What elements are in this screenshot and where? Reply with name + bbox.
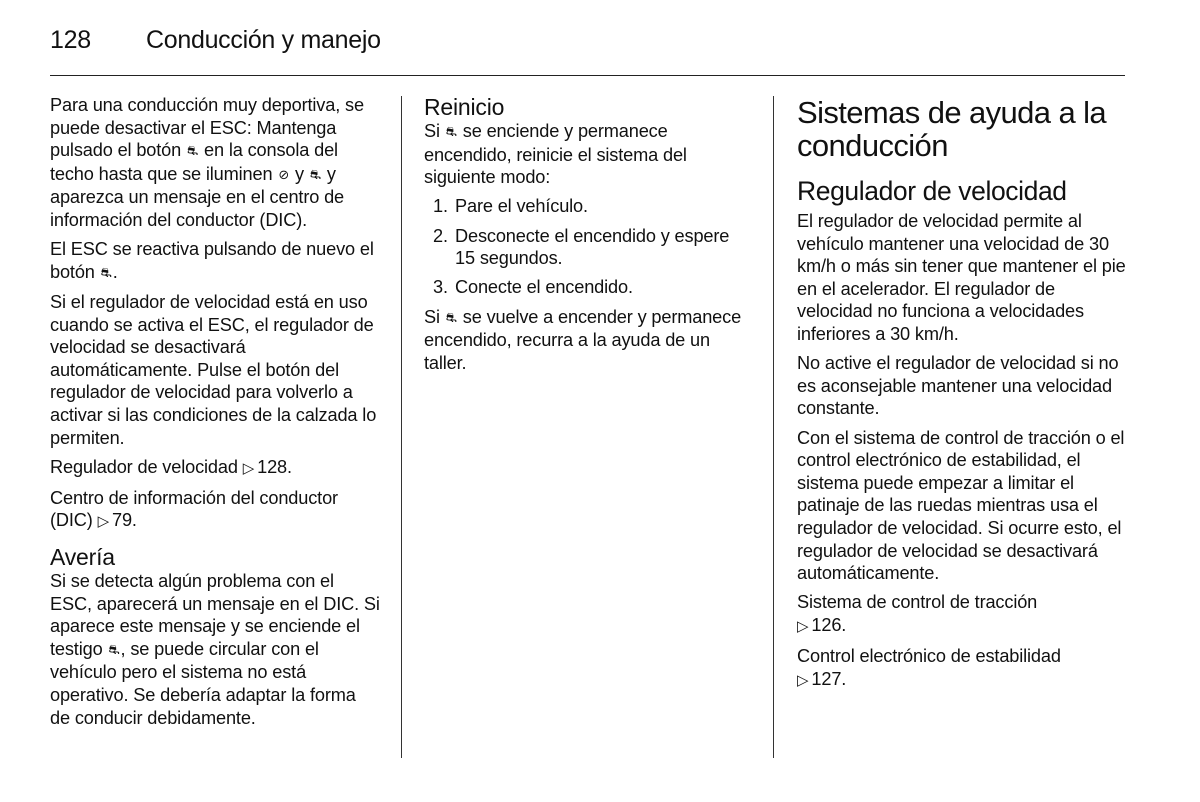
cruise-control-heading: Regulador de velocidad xyxy=(797,176,1067,206)
esc-skid-car-icon: ⛐ xyxy=(100,264,112,280)
esc-skid-car-icon: ⛐ xyxy=(445,309,457,325)
workshop-paragraph: Si ⛐ se vuelve a encender y permanece encendido, recurra a la ayuda de un taller. xyxy=(424,306,742,373)
cruise-warning-paragraph: No active el regulador de velocidad si no es aconsejable mantener una velocidad constante. xyxy=(797,353,1119,419)
column-divider xyxy=(773,96,774,758)
esc-skid-car-icon: ⛐ xyxy=(108,641,120,657)
page-reference-arrow-icon: ▷ xyxy=(797,671,809,689)
cruise-control-note: Si el regulador de velocidad está en uso cuando se activa el ESC, el regulador de velocidad se desactivará automáticamente. Pulse el botón del regulador de velocidad para volverlo a activar si las condiciones de la calzada lo permiten. xyxy=(50,291,377,448)
list-item: 2. Desconecte el encendido y espere 15 segundos. xyxy=(433,225,730,269)
column-3 xyxy=(797,94,1127,699)
cruise-intro-paragraph: El regulador de velocidad permite al vehículo mantener una velocidad de 30 km/h o más sin tener que mantener el pie en el acelerador. El regulador de velocidad no funciona a velocidades inferiores a 30 km/h. xyxy=(797,211,1126,344)
reinicio-heading: Reinicio xyxy=(424,94,505,120)
page-reference-arrow-icon: ▷ xyxy=(797,617,809,635)
page-reference-arrow-icon: ▷ xyxy=(97,513,109,531)
cross-reference: Regulador de velocidad ▷ 128. xyxy=(50,456,380,481)
cruise-traction-paragraph: Con el sistema de control de tracción o el control electrónico de estabilidad, el sistema puede empezar a limitar el patinaje de las ruedas mientras usa el regulador de velocidad. Si ocurre esto, el regulador de velocidad se desactivará automáticamente. xyxy=(797,427,1125,584)
esc-skid-car-icon: ⛐ xyxy=(445,124,457,139)
averia-heading: Avería xyxy=(50,544,115,571)
cross-reference: Sistema de control de tracción ▷ 126. xyxy=(797,591,1127,638)
averia-paragraph: Si se detecta algún problema con el ESC, aparecerá un mensaje en el DIC. Si aparece este mensaje y se enciende el testigo ⛐, se puede circular con el vehículo pero el sistema no está operativo. Se debería adaptar la forma de conducir debidamente. xyxy=(50,571,380,728)
reset-steps-list xyxy=(424,195,749,299)
column-1 xyxy=(50,94,380,736)
section-title: Sistemas de ayuda a la conducción xyxy=(797,95,1107,163)
page-number: 128 xyxy=(50,26,91,54)
esc-off-icon: ⊘ xyxy=(278,166,290,182)
esc-reactivate-paragraph: El ESC se reactiva pulsando de nuevo el botón ⛐. xyxy=(50,238,380,284)
page-header xyxy=(50,26,1125,76)
column-2 xyxy=(424,94,749,381)
esc-disable-paragraph: Para una conducción muy deportiva, se puede desactivar el ESC: Mantenga pulsado el botón ⛐ en la consola del techo hasta que se iluminen ⊘ y ⛐ y aparezca un mensaje en el centro de información del conductor (DIC). xyxy=(50,95,364,230)
list-item: 1. Pare el vehículo. xyxy=(433,196,588,217)
list-item: 3. Conecte el encendido. xyxy=(433,277,633,298)
cross-reference: Centro de información del conductor (DIC) ▷ 79. xyxy=(50,487,380,534)
traction-control-icon: ⛐ xyxy=(309,166,321,182)
page-reference-arrow-icon: ▷ xyxy=(242,459,255,477)
column-divider xyxy=(401,96,402,758)
chapter-title: Conducción y manejo xyxy=(146,26,381,54)
reinicio-paragraph: Si ⛐ se enciende y permanece encendido, reinicie el sistema del siguiente modo: xyxy=(424,121,687,188)
esc-skid-car-icon: ⛐ xyxy=(187,143,199,159)
cross-reference: Control electrónico de estabilidad ▷ 127. xyxy=(797,645,1127,692)
